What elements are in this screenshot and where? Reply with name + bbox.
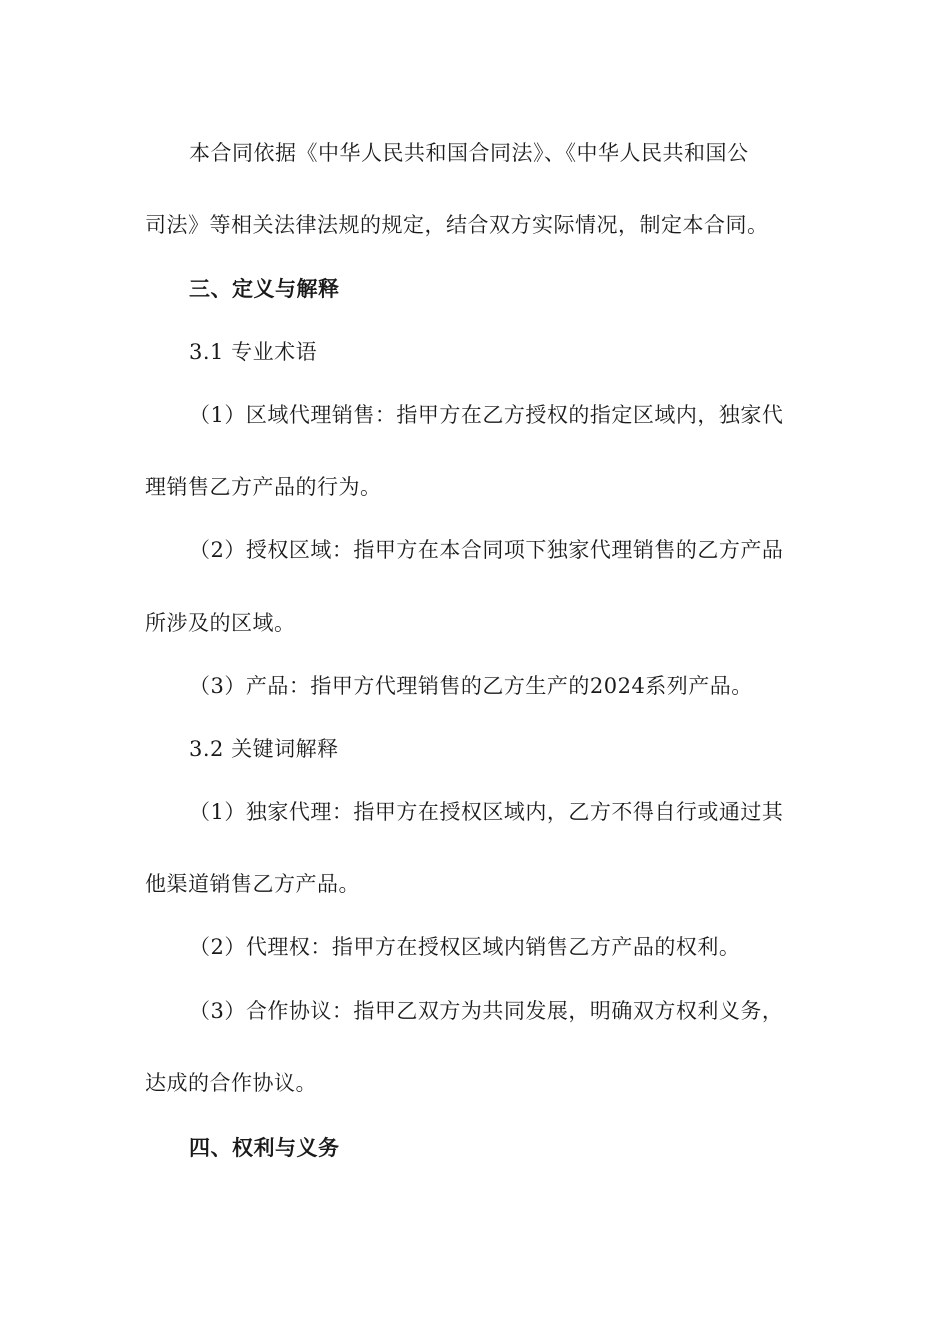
term-cooperation-agreement-line-1: （3）合作协议：指甲乙双方为共同发展，明确双方权利义务， bbox=[189, 999, 784, 1023]
term-exclusive-agency-line-1: （1）独家代理：指甲方在授权区域内，乙方不得自行或通过其 bbox=[189, 800, 784, 824]
paragraph-legal-basis-line-1: 本合同依据《中华人民共和国合同法》、《中华人民共和国公 bbox=[189, 141, 749, 165]
term-exclusive-agency-line-2: 他渠道销售乙方产品。 bbox=[145, 872, 360, 896]
term-regional-agency-line-2: 理销售乙方产品的行为。 bbox=[145, 475, 382, 499]
paragraph-legal-basis-line-2: 司法》等相关法律法规的规定，结合双方实际情况，制定本合同。 bbox=[145, 213, 769, 237]
section-heading-definitions: 三、定义与解释 bbox=[189, 276, 340, 301]
term-authorized-region-line-1: （2）授权区域：指甲方在本合同项下独家代理销售的乙方产品 bbox=[189, 538, 784, 562]
term-product: （3）产品：指甲方代理销售的乙方生产的2024系列产品。 bbox=[189, 674, 753, 698]
term-cooperation-agreement-line-2: 达成的合作协议。 bbox=[145, 1071, 317, 1095]
term-agency-right: （2）代理权：指甲方在授权区域内销售乙方产品的权利。 bbox=[189, 935, 741, 959]
subsection-heading-3-1: 3.1 专业术语 bbox=[189, 340, 318, 364]
section-heading-rights-obligations: 四、权利与义务 bbox=[189, 1135, 340, 1160]
subsection-heading-3-2: 3.2 关键词解释 bbox=[189, 737, 339, 761]
term-authorized-region-line-2: 所涉及的区域。 bbox=[145, 611, 296, 635]
term-regional-agency-line-1: （1）区域代理销售：指甲方在乙方授权的指定区域内，独家代 bbox=[189, 403, 784, 427]
